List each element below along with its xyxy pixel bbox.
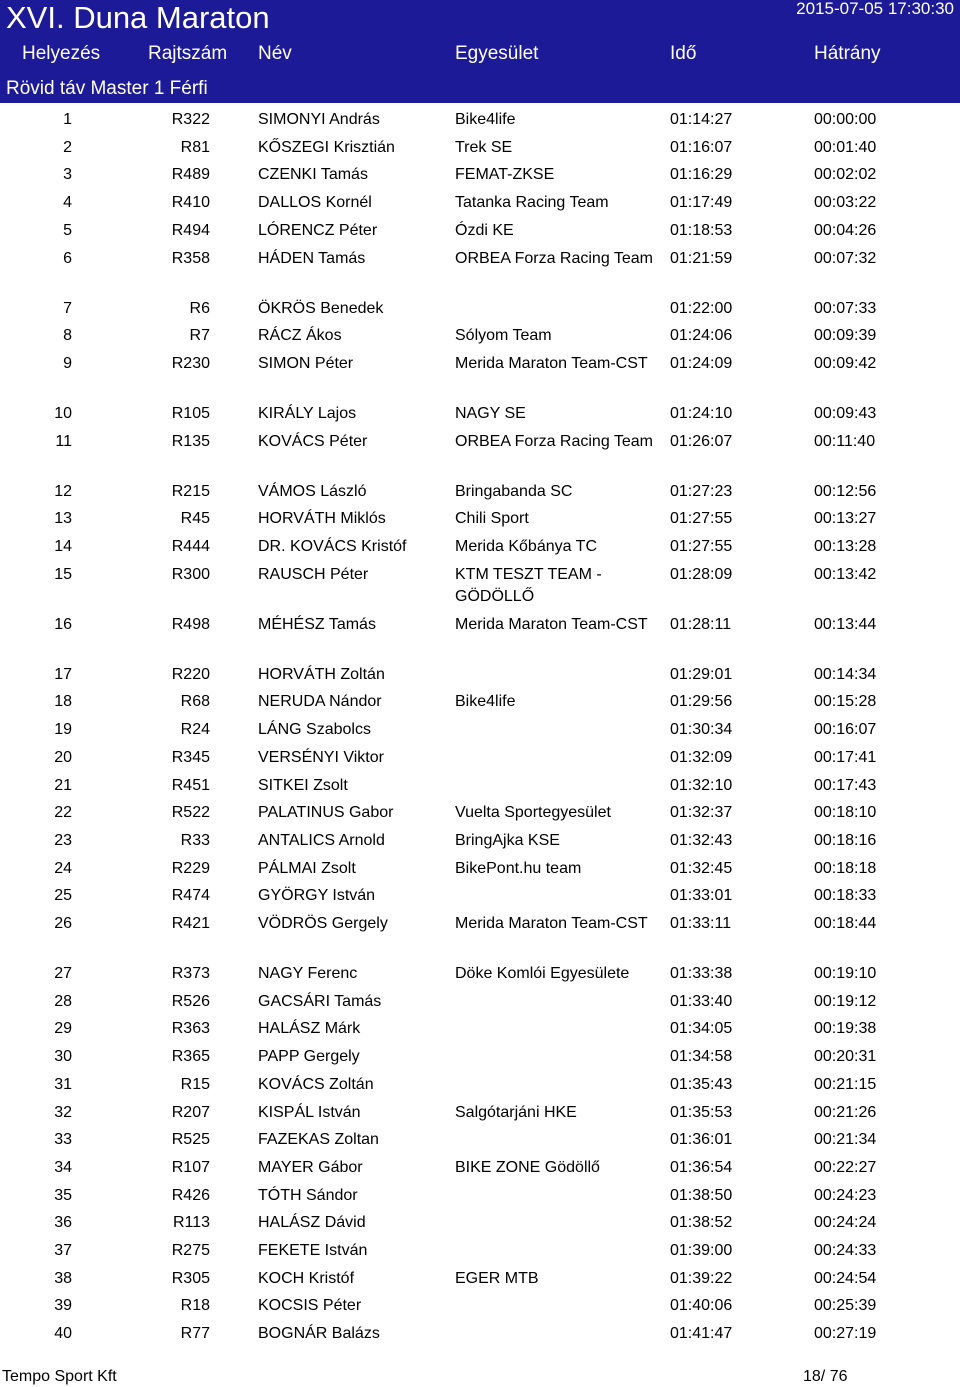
bib-cell: R494	[171, 221, 210, 239]
time-cell: 01:33:11	[670, 915, 732, 932]
position-cell: 23	[54, 831, 72, 849]
gap-cell: 00:15:28	[814, 693, 877, 711]
position-cell: 4	[63, 194, 72, 212]
bib-cell: R426	[171, 1186, 210, 1204]
club-cell: Merida Maraton Team-CST	[455, 915, 648, 932]
club-cell: Vuelta Sportegyesület	[455, 804, 611, 822]
bib-cell: R363	[171, 1020, 210, 1038]
bib-cell: R365	[171, 1048, 210, 1066]
table-row	[0, 1074, 960, 1101]
time-cell: 01:33:40	[670, 992, 733, 1010]
gap-cell: 00:09:42	[814, 354, 877, 372]
header-banner	[0, 0, 960, 103]
club-cell: Bike4life	[455, 111, 516, 128]
position-cell: 11	[55, 432, 72, 450]
time-cell: 01:36:01	[670, 1131, 733, 1149]
time-cell: 01:22:00	[670, 299, 733, 317]
name-cell: KOVÁCS Péter	[258, 432, 368, 450]
table-row	[0, 431, 960, 481]
footer-company: Tempo Sport Kft	[2, 1368, 117, 1385]
time-cell: 01:18:53	[670, 221, 733, 239]
position-cell: 27	[54, 965, 72, 982]
bib-cell: R373	[171, 965, 210, 982]
gap-cell: 00:13:42	[814, 565, 877, 583]
bib-cell: R305	[171, 1269, 210, 1287]
gap-cell: 00:20:31	[814, 1048, 877, 1066]
table-row	[0, 775, 960, 802]
bib-cell: R230	[171, 354, 210, 372]
time-cell: 01:34:05	[670, 1020, 733, 1038]
gap-cell: 00:19:38	[814, 1020, 877, 1038]
name-cell: KOCSIS Péter	[258, 1297, 362, 1315]
position-cell: 38	[54, 1269, 72, 1287]
time-cell: 01:28:11	[670, 615, 732, 633]
club-cell: NAGY SE	[455, 404, 526, 422]
club-cell: Merida Maraton Team-CST	[455, 354, 648, 372]
position-cell: 34	[54, 1158, 72, 1176]
name-cell: SIMONYI András	[258, 111, 380, 128]
column-header-name: Név	[258, 43, 292, 64]
gap-cell: 00:21:34	[814, 1131, 877, 1149]
time-cell: 01:32:43	[670, 831, 733, 849]
time-cell: 01:24:09	[670, 354, 733, 372]
position-cell: 17	[54, 665, 72, 683]
position-cell: 24	[54, 859, 72, 877]
bib-cell: R522	[171, 804, 210, 822]
bib-cell: R105	[171, 404, 210, 422]
name-cell: HALÁSZ Dávid	[258, 1214, 366, 1232]
gap-cell: 00:14:34	[814, 665, 877, 683]
time-cell: 01:39:00	[670, 1242, 733, 1259]
club-cell: EGER MTB	[455, 1269, 539, 1287]
position-cell: 20	[54, 748, 72, 766]
bib-cell: R498	[171, 615, 210, 633]
time-cell: 01:41:47	[670, 1325, 733, 1343]
bib-cell: R322	[171, 111, 210, 128]
bib-cell: R207	[171, 1103, 210, 1121]
position-cell: 37	[54, 1242, 72, 1259]
name-cell: SIMON Péter	[258, 354, 354, 372]
name-cell: VÁMOS László	[258, 482, 367, 500]
table-row	[0, 403, 960, 430]
position-cell: 13	[54, 510, 72, 528]
category-title: Rövid táv Master 1 Férfi	[6, 78, 208, 99]
bib-cell: R7	[189, 327, 210, 345]
table-row	[0, 1018, 960, 1045]
gap-cell: 00:22:27	[814, 1158, 877, 1176]
table-row	[0, 1157, 960, 1184]
position-cell: 29	[54, 1020, 72, 1038]
bib-cell: R81	[180, 138, 210, 156]
bib-cell: R525	[171, 1131, 210, 1149]
name-cell: FEKETE István	[258, 1242, 368, 1259]
bib-cell: R45	[180, 510, 210, 528]
gap-cell: 00:18:33	[814, 887, 877, 905]
gap-cell: 00:21:15	[814, 1075, 877, 1093]
bib-cell: R77	[180, 1325, 210, 1343]
name-cell: CZENKI Tamás	[258, 166, 368, 184]
table-row	[0, 1102, 960, 1129]
name-cell: ANTALICS Arnold	[258, 831, 385, 849]
position-cell: 12	[54, 482, 72, 500]
position-cell: 40	[54, 1325, 72, 1343]
gap-cell: 00:09:39	[814, 327, 877, 345]
bib-cell: R15	[180, 1075, 210, 1093]
timestamp: 2015-07-05 17:30:30	[796, 0, 954, 18]
name-cell: HÁDEN Tamás	[258, 249, 366, 267]
name-cell: FAZEKAS Zoltan	[258, 1131, 379, 1149]
gap-cell: 00:04:26	[814, 221, 877, 239]
gap-cell: 00:24:23	[814, 1186, 877, 1204]
name-cell: PALATINUS Gabor	[258, 804, 394, 822]
bib-cell: R410	[171, 194, 210, 212]
name-cell: GYÖRGY István	[258, 887, 376, 905]
name-cell: VÖDRÖS Gergely	[258, 915, 388, 932]
time-cell: 01:32:37	[670, 804, 733, 822]
position-cell: 26	[54, 915, 72, 932]
gap-cell: 00:19:10	[814, 965, 877, 982]
position-cell: 18	[54, 693, 72, 711]
time-cell: 01:27:55	[670, 538, 733, 555]
gap-cell: 00:00:00	[814, 111, 877, 128]
position-cell: 14	[54, 538, 72, 555]
table-row	[0, 508, 960, 535]
name-cell: GACSÁRI Tamás	[258, 992, 382, 1010]
table-row	[0, 664, 960, 691]
position-cell: 35	[54, 1186, 72, 1204]
table-row	[0, 830, 960, 857]
club-cell: ORBEA Forza Racing Team	[455, 249, 654, 267]
table-row	[0, 353, 960, 403]
time-cell: 01:32:45	[670, 859, 733, 877]
club-cell: Trek SE	[455, 138, 513, 156]
table-row	[0, 913, 960, 963]
club-cell: Bike4life	[455, 693, 516, 711]
bib-cell: R489	[171, 166, 210, 184]
table-row	[0, 298, 960, 325]
name-cell: HORVÁTH Zoltán	[258, 665, 385, 683]
table-row	[0, 1185, 960, 1212]
position-cell: 7	[63, 299, 72, 317]
club-cell: Döke Komlói Egyesülete	[455, 965, 630, 982]
gap-cell: 00:18:44	[814, 915, 877, 932]
bib-cell: R358	[171, 249, 210, 267]
position-cell: 32	[54, 1103, 72, 1121]
club-cell: Merida Maraton Team-CST	[455, 615, 648, 633]
club-cell: ORBEA Forza Racing Team	[455, 432, 654, 450]
gap-cell: 00:13:27	[814, 510, 877, 528]
column-header-bib: Rajtszám	[148, 43, 228, 64]
club-cell: Ózdi KE	[455, 221, 514, 239]
bib-cell: R444	[171, 538, 210, 555]
name-cell: MAYER Gábor	[258, 1158, 363, 1176]
gap-cell: 00:24:33	[814, 1242, 877, 1259]
name-cell: SITKEI Zsolt	[258, 776, 348, 794]
club-cell: Tatanka Racing Team	[455, 194, 609, 212]
time-cell: 01:16:07	[670, 138, 733, 156]
name-cell: KISPÁL István	[258, 1103, 361, 1121]
gap-cell: 00:24:54	[814, 1269, 877, 1287]
table-row	[0, 1240, 960, 1267]
name-cell: KŐSZEGI Krisztián	[258, 138, 395, 156]
name-cell: VERSÉNYI Viktor	[258, 748, 384, 766]
name-cell: PAPP Gergely	[258, 1048, 360, 1066]
time-cell: 01:29:01	[670, 665, 733, 683]
name-cell: DR. KOVÁCS Kristóf	[258, 538, 407, 555]
table-row	[0, 325, 960, 352]
gap-cell: 00:18:10	[814, 804, 877, 822]
name-cell: LÓRENCZ Péter	[258, 221, 378, 239]
gap-cell: 00:12:56	[814, 482, 877, 500]
gap-cell: 00:07:33	[814, 299, 877, 317]
time-cell: 01:28:09	[670, 565, 733, 583]
gap-cell: 00:21:26	[814, 1103, 877, 1121]
club-cell: Sólyom Team	[455, 327, 552, 345]
bib-cell: R113	[172, 1214, 210, 1232]
time-cell: 01:29:56	[670, 693, 733, 711]
gap-cell: 00:18:18	[814, 859, 877, 877]
bib-cell: R33	[180, 831, 210, 849]
gap-cell: 00:17:43	[814, 776, 877, 794]
table-row	[0, 802, 960, 829]
position-cell: 8	[63, 327, 72, 345]
bib-cell: R18	[180, 1297, 210, 1315]
table-row	[0, 192, 960, 219]
table-row	[0, 1295, 960, 1322]
name-cell: RAUSCH Péter	[258, 565, 369, 583]
gap-cell: 00:02:02	[814, 166, 877, 184]
gap-cell: 00:16:07	[814, 721, 877, 739]
name-cell: NERUDA Nándor	[258, 693, 382, 711]
table-row	[0, 1129, 960, 1156]
bib-cell: R474	[171, 887, 210, 905]
gap-cell: 00:25:39	[814, 1297, 877, 1315]
gap-cell: 00:24:24	[814, 1214, 877, 1232]
gap-cell: 00:07:32	[814, 249, 877, 267]
time-cell: 01:33:01	[670, 887, 733, 905]
gap-cell: 00:13:28	[814, 538, 877, 555]
table-row	[0, 481, 960, 508]
bib-cell: R345	[171, 748, 210, 766]
time-cell: 01:33:38	[670, 965, 733, 982]
time-cell: 01:32:10	[670, 776, 733, 794]
table-row	[0, 858, 960, 885]
club-cell: KTM TESZT TEAM - GÖDÖLLŐ	[455, 565, 602, 605]
time-cell: 01:27:23	[670, 482, 733, 500]
position-cell: 33	[54, 1131, 72, 1149]
club-cell: FEMAT-ZKSE	[455, 166, 555, 184]
table-row	[0, 1323, 960, 1350]
bib-cell: R68	[180, 693, 210, 711]
position-cell: 10	[54, 404, 72, 422]
table-row	[0, 564, 960, 614]
table-row	[0, 164, 960, 191]
position-cell: 5	[63, 221, 72, 239]
club-cell: Chili Sport	[455, 510, 529, 528]
position-cell: 2	[63, 138, 72, 156]
name-cell: MÉHÉSZ Tamás	[258, 615, 376, 633]
bib-cell: R24	[180, 721, 210, 739]
table-row	[0, 1046, 960, 1073]
time-cell: 01:27:55	[670, 510, 733, 528]
gap-cell: 00:09:43	[814, 404, 877, 422]
table-row	[0, 719, 960, 746]
column-header-gap: Hátrány	[814, 43, 881, 64]
table-row	[0, 248, 960, 298]
name-cell: HORVÁTH Miklós	[258, 510, 386, 528]
position-cell: 16	[54, 615, 72, 633]
time-cell: 01:36:54	[670, 1158, 733, 1176]
position-cell: 39	[54, 1297, 72, 1315]
position-cell: 25	[54, 887, 72, 905]
position-cell: 21	[54, 776, 72, 794]
name-cell: LÁNG Szabolcs	[258, 721, 371, 739]
name-cell: KOCH Kristóf	[258, 1269, 355, 1287]
name-cell: TÓTH Sándor	[258, 1186, 358, 1204]
time-cell: 01:14:27	[670, 111, 733, 128]
club-cell: BringAjka KSE	[455, 831, 560, 849]
time-cell: 01:40:06	[670, 1297, 733, 1315]
table-row	[0, 137, 960, 164]
bib-cell: R6	[189, 299, 210, 317]
position-cell: 30	[54, 1048, 72, 1066]
position-cell: 28	[54, 992, 72, 1010]
bib-cell: R300	[171, 565, 210, 583]
bib-cell: R526	[171, 992, 210, 1010]
club-cell: BIKE ZONE Gödöllő	[455, 1158, 600, 1176]
name-cell: KIRÁLY Lajos	[258, 404, 357, 422]
name-cell: NAGY Ferenc	[258, 965, 358, 982]
club-cell: Merida Kőbánya TC	[455, 538, 597, 555]
bib-cell: R220	[171, 665, 210, 683]
name-cell: HALÁSZ Márk	[258, 1020, 361, 1038]
name-cell: DALLOS Kornél	[258, 194, 372, 212]
time-cell: 01:17:49	[670, 194, 733, 212]
time-cell: 01:21:59	[670, 249, 733, 267]
time-cell: 01:38:50	[670, 1186, 733, 1204]
table-row	[0, 614, 960, 664]
position-cell: 1	[63, 111, 72, 128]
table-row	[0, 885, 960, 912]
table-row	[0, 963, 960, 990]
time-cell: 01:26:07	[670, 432, 733, 450]
bib-cell: R135	[171, 432, 210, 450]
table-row	[0, 220, 960, 247]
table-row	[0, 109, 960, 136]
time-cell: 01:24:10	[670, 404, 733, 422]
column-header-club: Egyesület	[455, 43, 539, 64]
gap-cell: 00:11:40	[814, 432, 876, 450]
gap-cell: 00:01:40	[814, 138, 877, 156]
column-header-time: Idő	[670, 43, 697, 64]
gap-cell: 00:13:44	[814, 615, 877, 633]
time-cell: 01:32:09	[670, 748, 733, 766]
position-cell: 36	[54, 1214, 72, 1232]
table-row	[0, 1212, 960, 1239]
gap-cell: 00:03:22	[814, 194, 877, 212]
gap-cell: 00:17:41	[814, 748, 877, 766]
bib-cell: R107	[171, 1158, 210, 1176]
bib-cell: R275	[171, 1242, 210, 1259]
table-row	[0, 991, 960, 1018]
name-cell: RÁCZ Ákos	[258, 327, 342, 345]
page-title: XVI. Duna Maraton	[6, 0, 270, 35]
time-cell: 01:39:22	[670, 1269, 733, 1287]
table-row	[0, 536, 960, 563]
position-cell: 31	[54, 1075, 72, 1093]
position-cell: 3	[63, 166, 72, 184]
time-cell: 01:24:06	[670, 327, 733, 345]
time-cell: 01:34:58	[670, 1048, 733, 1066]
column-header-position: Helyezés	[22, 43, 101, 64]
club-cell: Salgótarjáni HKE	[455, 1103, 577, 1121]
club-cell: Bringabanda SC	[455, 482, 573, 500]
position-cell: 6	[63, 249, 72, 267]
bib-cell: R215	[171, 482, 210, 500]
time-cell: 01:16:29	[670, 166, 733, 184]
position-cell: 15	[54, 565, 72, 583]
time-cell: 01:35:53	[670, 1103, 733, 1121]
table-row	[0, 691, 960, 718]
name-cell: PÁLMAI Zsolt	[258, 859, 356, 877]
position-cell: 9	[63, 354, 72, 372]
time-cell: 01:38:52	[670, 1214, 733, 1232]
name-cell: KOVÁCS Zoltán	[258, 1075, 374, 1093]
table-row	[0, 1268, 960, 1295]
time-cell: 01:35:43	[670, 1075, 733, 1093]
footer-page-number: 18/ 76	[803, 1368, 848, 1385]
table-row	[0, 747, 960, 774]
club-cell: BikePont.hu team	[455, 859, 582, 877]
position-cell: 22	[54, 804, 72, 822]
bib-cell: R451	[171, 776, 210, 794]
name-cell: BOGNÁR Balázs	[258, 1325, 380, 1343]
gap-cell: 00:19:12	[814, 992, 877, 1010]
bib-cell: R229	[171, 859, 210, 877]
name-cell: ÖKRÖS Benedek	[258, 299, 384, 317]
time-cell: 01:30:34	[670, 721, 733, 739]
bib-cell: R421	[171, 915, 210, 932]
gap-cell: 00:18:16	[814, 831, 877, 849]
gap-cell: 00:27:19	[814, 1325, 877, 1343]
position-cell: 19	[54, 721, 72, 739]
